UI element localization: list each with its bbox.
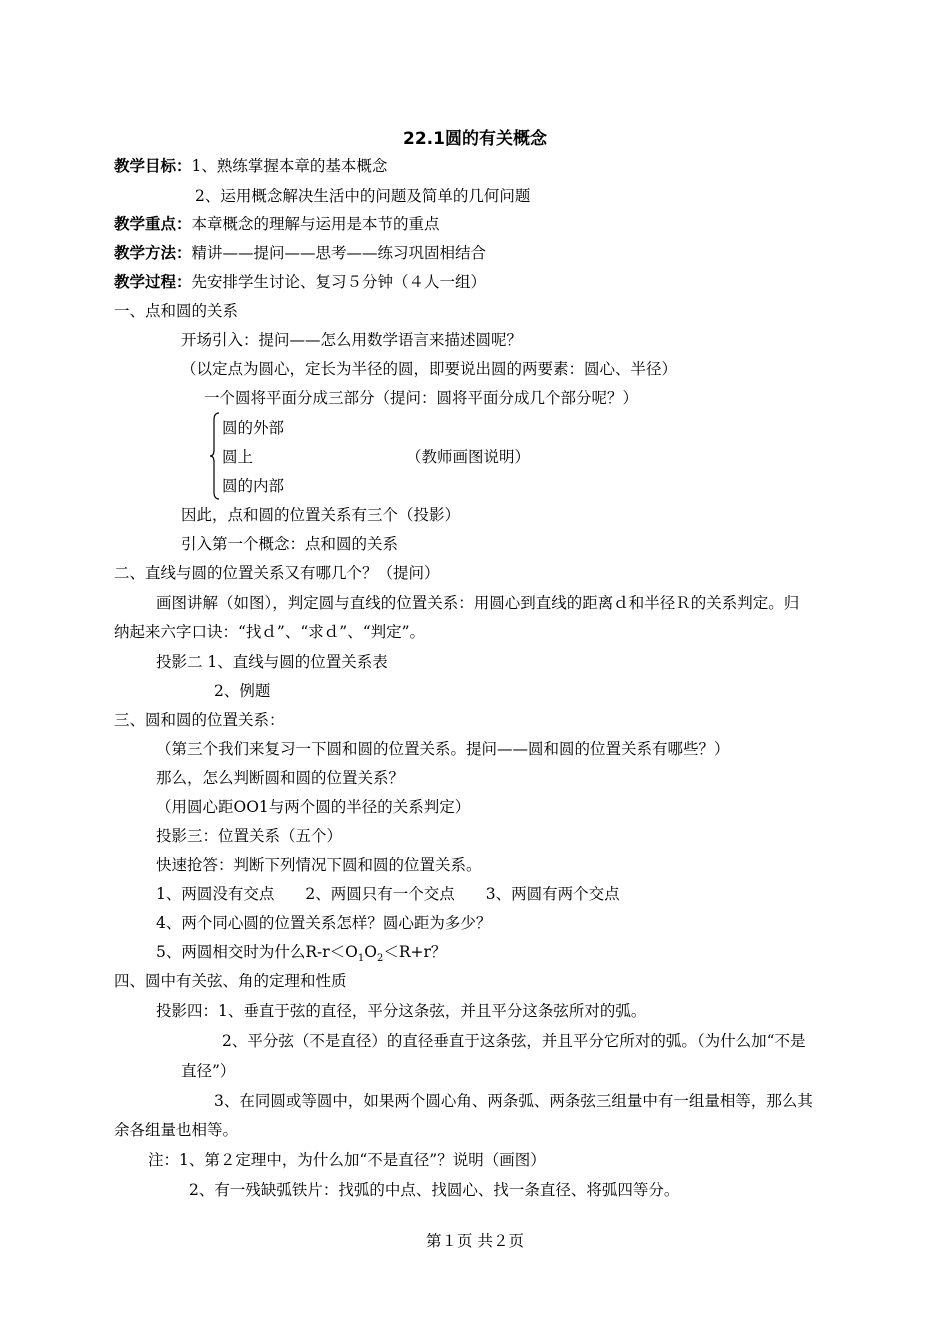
s3-line-8-mid: O xyxy=(364,943,377,961)
s1-part-1: 圆的外部 xyxy=(222,419,285,437)
page-footer: 第１页 共２页 xyxy=(426,1232,524,1250)
s4-line-3: 直径”） xyxy=(181,1062,236,1080)
s2-line-2: 纳起来六字口诀：“找ｄ”、“求ｄ”、“判定”。 xyxy=(114,623,426,641)
s3-line-3: （用圆心距OO1与两个圆的半径的关系判定） xyxy=(156,798,471,816)
s3-line-4: 投影三：位置关系（五个） xyxy=(156,827,343,845)
s3-line-8 xyxy=(156,942,446,969)
goals-label: 教学目标： xyxy=(114,157,192,175)
process-label: 教学过程： xyxy=(114,273,192,291)
s1-line-3: 一个圆将平面分成三部分（提问：圆将平面分成几个部分呢？） xyxy=(204,389,639,407)
s1-line-4: 因此，点和圆的位置关系有三个（投影） xyxy=(181,506,461,524)
s1-part-2: 圆上 xyxy=(222,448,254,466)
s4-note-2: 2、有一残缺弧铁片：找弧的中点、找圆心、找一条直径、将弧四等分。 xyxy=(189,1181,680,1199)
s1-line-5: 引入第一个概念：点和圆的关系 xyxy=(181,535,399,553)
s3-line-8-sub2: 2 xyxy=(376,953,384,965)
method-row xyxy=(114,243,486,263)
s2-line-4: 2、例题 xyxy=(214,682,271,700)
s3-line-1: （第三个我们来复习一下圆和圆的位置关系。提问——圆和圆的位置关系有哪些？） xyxy=(156,740,730,758)
s3-line-8-sub1: 1 xyxy=(357,953,365,965)
s4-note-1: 注：1、第２定理中，为什么加“不是直径”？说明（画图） xyxy=(148,1151,546,1169)
s4-line-2: 2、平分弦（不是直径）的直径垂直于这条弦，并且平分它所对的弧。（为什么加“不是 xyxy=(222,1032,806,1050)
goals-row xyxy=(114,156,387,176)
s2-line-3: 投影二 1、直线与圆的位置关系表 xyxy=(156,653,388,671)
process-row xyxy=(114,272,486,292)
s3-line-8-post: ＜R+r？ xyxy=(383,943,447,961)
page-title: 22.1圆的有关概念 xyxy=(403,129,547,149)
s1-line-2: （以定点为圆心，定长为半径的圆，即要说出圆的两要素：圆心、半径） xyxy=(181,360,678,378)
s3-line-7: 4、两个同心圆的位置关系怎样？圆心距为多少？ xyxy=(156,914,492,932)
section-1-heading: 一、点和圆的关系 xyxy=(114,302,239,320)
s2-line-1: 画图讲解（如图），判定圆与直线的位置关系：用圆心到直线的距离ｄ和半径Ｒ的关系判定。归 xyxy=(156,594,800,612)
s3-line-6: 1、两圆没有交点 2、两圆只有一个交点 3、两圆有两个交点 xyxy=(156,885,620,903)
process-text: 先安排学生讨论、复习５分钟（４人一组） xyxy=(191,273,487,291)
goal-2: 2、运用概念解决生活中的问题及简单的几何问题 xyxy=(195,187,531,205)
method-label: 教学方法： xyxy=(114,244,192,262)
s4-line-4: 3、在同圆或等圆中，如果两个圆心角、两条弧、两条弦三组量中有一组量相等，那么其 xyxy=(214,1092,813,1110)
s3-line-8-pre: 5、两圆相交时为什么R-r＜O xyxy=(156,943,358,961)
section-3-heading: 三、圆和圆的位置关系： xyxy=(114,711,285,729)
section-4-heading: 四、圆中有关弦、角的定理和性质 xyxy=(114,972,347,990)
s1-line-1: 开场引入：提问——怎么用数学语言来描述圆呢？ xyxy=(181,331,523,349)
left-brace-icon xyxy=(210,412,220,500)
goal-1: 1、熟练掌握本章的基本概念 xyxy=(191,157,388,175)
focus-text: 本章概念的理解与运用是本节的重点 xyxy=(191,215,440,233)
focus-label: 教学重点： xyxy=(114,215,192,233)
s3-line-5: 快速抢答：判断下列情况下圆和圆的位置关系。 xyxy=(156,856,482,874)
s4-line-5: 余各组量也相等。 xyxy=(114,1121,239,1139)
section-2-heading: 二、直线与圆的位置关系又有哪几个？（提问） xyxy=(114,564,440,582)
s1-part-note: （教师画图说明） xyxy=(406,448,531,466)
method-text: 精讲——提问——思考——练习巩固相结合 xyxy=(191,244,487,262)
s4-line-1: 投影四：1、垂直于弦的直径，平分这条弦，并且平分这条弦所对的弧。 xyxy=(156,1002,647,1020)
s1-part-3: 圆的内部 xyxy=(222,477,285,495)
focus-row xyxy=(114,214,440,234)
s3-line-2: 那么，怎么判断圆和圆的位置关系？ xyxy=(156,769,405,787)
